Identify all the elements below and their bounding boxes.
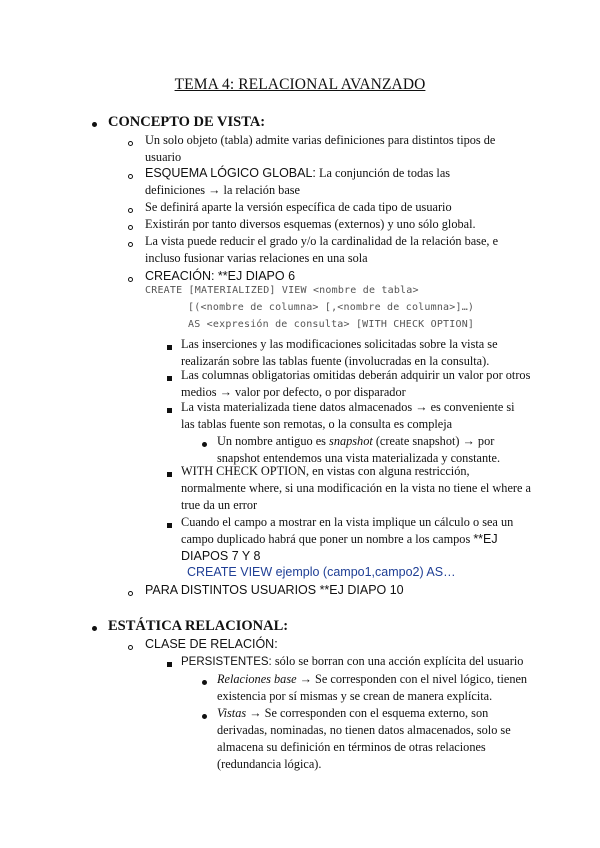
subitem-inserciones: Las inserciones y las modificaciones solicitadas sobre la vista se realizarán sobre las tablas fuente (involucradas en la consulta). [181, 337, 498, 368]
vistas-emphasis: Vistas [217, 706, 247, 720]
item-esquema-logico-global [145, 165, 485, 199]
document-title: TEMA 4: RELACIONAL AVANZADO [174, 76, 426, 93]
bullet-circle-icon [128, 645, 133, 650]
bullet-circle-icon [128, 277, 133, 282]
bullet-square-icon [167, 408, 172, 413]
bullet-square-icon [167, 472, 172, 477]
subsubitem-snapshot [217, 433, 517, 467]
relaciones-base-text: → Se corresponden con el nivel lógico, tienen existencia por sí mismas y se crean de manera explícita. [217, 672, 528, 703]
subsubitem-vistas [217, 705, 532, 773]
subitem-columnas-obligatorias: Las columnas obligatorias omitidas deberán adquirir un valor por otros medios → valor por defecto, o por disparador [181, 368, 531, 399]
subitem-with-check-option: WITH CHECK OPTION, en vistas con alguna restricción, normalmente where, si una modificación en la vista no tiene el where a true da un error [181, 464, 531, 512]
relaciones-base-emphasis: Relaciones base [217, 672, 297, 686]
bullet-disc-icon [92, 626, 97, 631]
item-distintos-usuarios: PARA DISTINTOS USUARIOS **EJ DIAPO 10 [145, 583, 404, 597]
campo-tail: **EJ DIAPOS 7 Y 8 [181, 532, 498, 563]
bullet-disc-icon [202, 680, 207, 685]
item-text: La conjunción de todas las definiciones → la relación base [145, 166, 451, 197]
bullet-circle-icon [128, 141, 133, 146]
persistentes-text: sólo se borran con una acción explícita del usuario [271, 654, 524, 668]
item-clase-relacion: CLASE DE RELACIÓN: [145, 637, 278, 651]
code-line-2: [(<nombre de columna> [,<nombre de columna>]…) [188, 302, 475, 313]
bullet-circle-icon [128, 225, 133, 230]
vistas-text: → Se corresponden con el esquema externo, son derivadas, nominadas, no tienen datos almacenados, solo se almacena su definición en términos de otras relaciones (redundancia lógica). [217, 706, 511, 771]
bullet-square-icon [167, 345, 172, 350]
bullet-circle-icon [128, 174, 133, 179]
section-heading-vista: CONCEPTO DE VISTA: [108, 114, 266, 130]
bullet-circle-icon [128, 208, 133, 213]
subitem-campo-calculado [181, 514, 531, 565]
subitem-vista-materializada: La vista materializada tiene datos almacenados → es conveniente si las tablas fuente son remotas, o la consulta es compleja [181, 400, 515, 431]
item-un-solo-objeto: Un solo objeto (tabla) admite varias definiciones para distintos tipos de usuario [145, 133, 496, 164]
snapshot-emphasis: snapshot [329, 434, 373, 448]
snapshot-pre: Un nombre antiguo es [217, 434, 330, 448]
bullet-circle-icon [128, 242, 133, 247]
item-esquemas-externos: Existirán por tanto diversos esquemas (externos) y uno sólo global. [145, 217, 476, 231]
item-creacion: CREACIÓN: **EJ DIAPO 6 [145, 269, 296, 283]
bullet-disc-icon [202, 442, 207, 447]
code-line-1: CREATE [MATERIALIZED] VIEW <nombre de tabla> [145, 285, 419, 296]
item-reducir-grado: La vista puede reducir el grado y/o la cardinalidad de la relación base, e incluso fusionar varias relaciones en una sola [145, 234, 499, 265]
bullet-square-icon [167, 662, 172, 667]
bullet-square-icon [167, 376, 172, 381]
bullet-circle-icon [128, 591, 133, 596]
bullet-disc-icon [92, 122, 97, 127]
snapshot-post: (create snapshot) → por snapshot entendemos una vista materializada y constante. [217, 434, 501, 465]
persistentes-lead: PERSISTENTES: [181, 656, 272, 668]
subitem-persistentes [181, 653, 541, 671]
bullet-disc-icon [202, 714, 207, 719]
code-example-create-view: CREATE VIEW ejemplo (campo1,campo2) AS… [187, 565, 456, 579]
bullet-square-icon [167, 523, 172, 528]
code-line-3: AS <expresión de consulta> [WITH CHECK OPTION] [188, 319, 475, 330]
campo-text: Cuando el campo a mostrar en la vista implique un cálculo o sea un campo duplicado habrá que poner un nombre a los campos [181, 515, 514, 546]
subsubitem-relaciones-base [217, 671, 532, 705]
item-version-especifica: Se definirá aparte la versión específica de cada tipo de usuario [145, 200, 452, 214]
item-lead: ESQUEMA LÓGICO GLOBAL: [145, 166, 316, 180]
section-heading-estatica: ESTÁTICA RELACIONAL: [108, 618, 289, 634]
